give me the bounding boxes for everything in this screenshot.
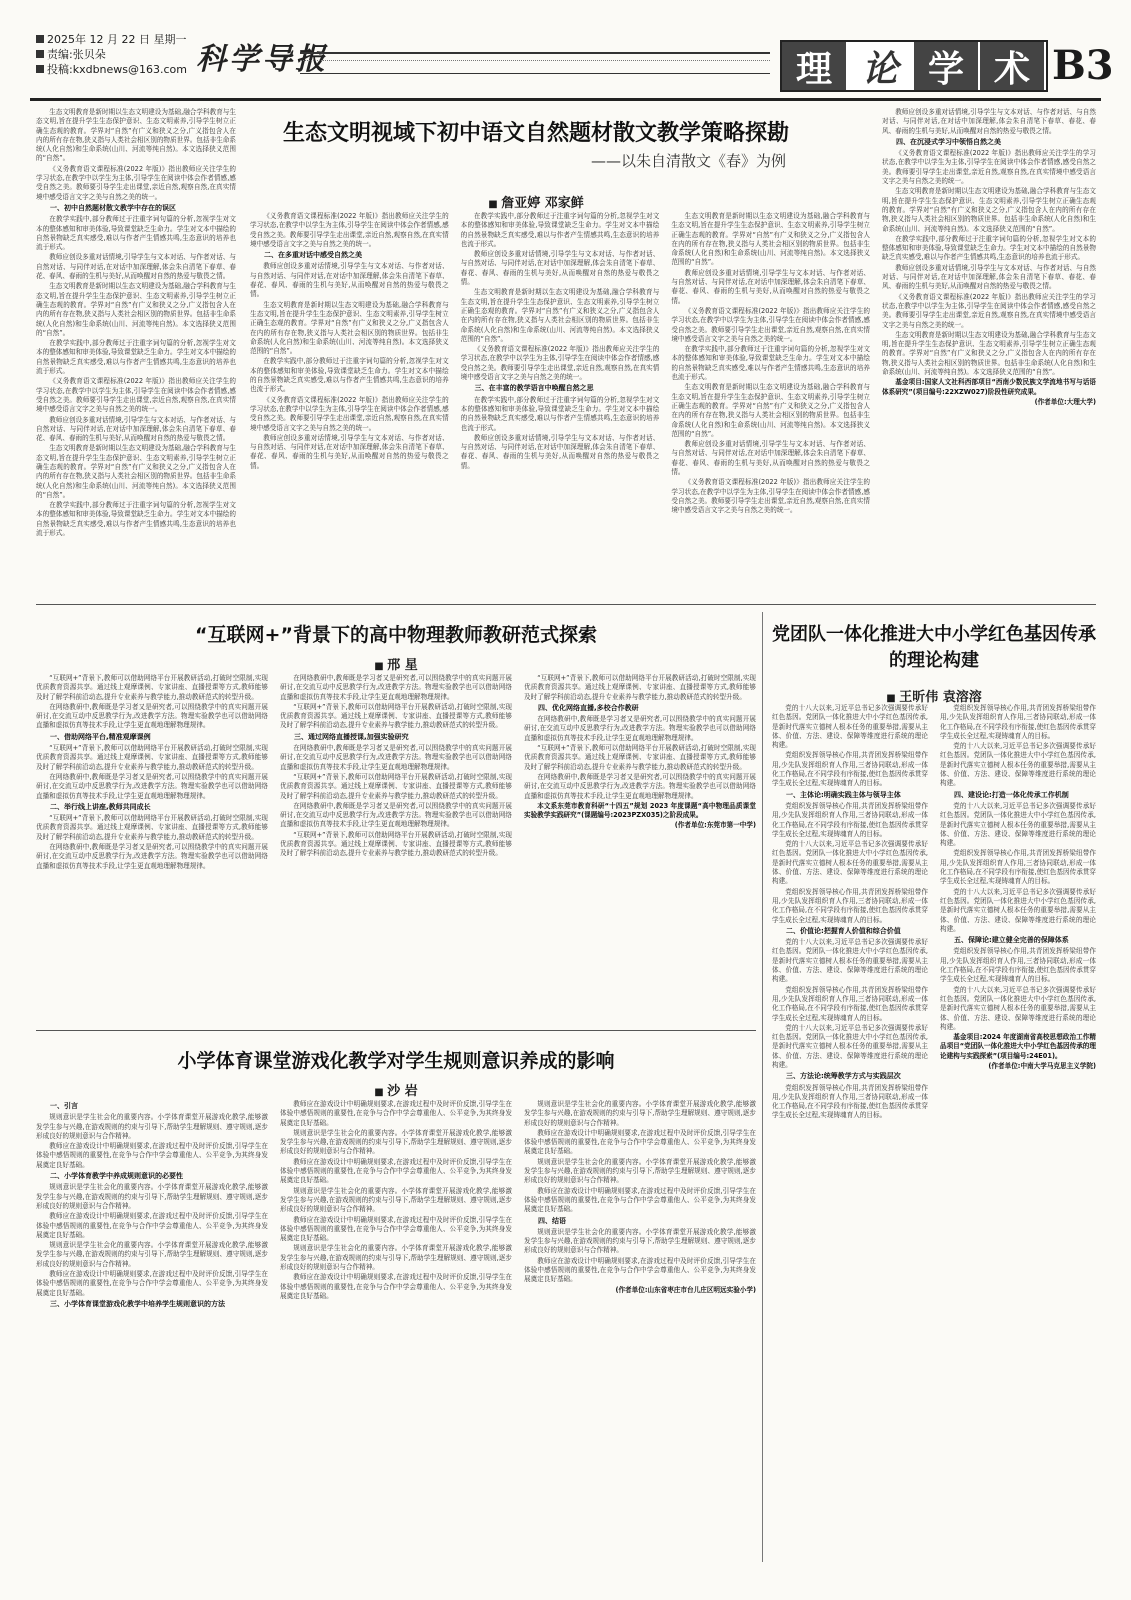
- paragraph: 在网络教研中,教师既是学习者又是研究者,可以围绕教学中的真实问题开展研讨,在交流互动中反思教学行为,改进教学方法。物理实验教学也可以借助网络直播和虚拟仿真等技术手段,让学生更直观地理解物理规律。: [280, 744, 512, 771]
- article-column: [36, 674, 268, 1024]
- paper-name: 科学导报: [196, 42, 328, 77]
- square-icon: [36, 65, 44, 73]
- author-unit: (作者单位:东莞市第一中学): [674, 821, 756, 830]
- article-column: [524, 1100, 756, 1572]
- article-column: [280, 674, 512, 1024]
- paragraph: 教师应在游戏设计中明确规则要求,在游戏过程中及时评价反馈,引导学生在体验中感悟规则的重要性,在竞争与合作中学会尊重他人、公平竞争,为其终身发展奠定良好基础。: [36, 1270, 268, 1297]
- paragraph: 教师应创设多重对话情境,引导学生与文本对话、与作者对话、与自然对话、与同伴对话,在对话中加深理解,体会朱自清笔下春草、春花、春风、春雨的生机与美好,从而唤醒对自然的热爱与敬畏之情。: [36, 253, 236, 281]
- author-unit: (作者单位:山东省枣庄市台儿庄区明远实验小学): [615, 1285, 756, 1294]
- paragraph: 规则意识是学生社会化的重要内容。小学体育课堂开展游戏化教学,能够激发学生参与兴趣,在游戏规则的约束与引导下,帮助学生理解规则、遵守规则,逐步形成良好的规则意识与合作精神。: [36, 1113, 268, 1140]
- paragraph: 党的十八大以来,习近平总书记多次强调要传承好红色基因。党团队一体化推进大中小学红色基因传承,是新时代落实立德树人根本任务的重要举措,需要从主体、价值、方法、建设、保障等维度进行系统的理论构建。: [940, 985, 1096, 1031]
- paragraph: 党的十八大以来,习近平总书记多次强调要传承好红色基因。党团队一体化推进大中小学红色基因传承,是新时代落实立德树人根本任务的重要举措,需要从主体、价值、方法、建设、保障等维度进行系统的理论构建。: [772, 840, 928, 886]
- paragraph: 教师应在游戏设计中明确规则要求,在游戏过程中及时评价反馈,引导学生在体验中感悟规则的重要性,在竞争与合作中学会尊重他人、公平竞争,为其终身发展奠定良好基础。: [280, 1273, 512, 1300]
- paragraph: 生态文明教育是新时期以生态文明建设为基础,融合学科教育与生态文明,旨在提升学生生态保护意识、生态文明素养,引导学生树立正确生态观的教育。学界对“自然”有广义和狭义之分,广义指包含人在内的所有存在物,狭义指与人类社会相区别的物质世界。包括非生命系统(人化自然)和生命系统(山川、河流等纯自然)。本文选择狭义范围的“自然”。: [250, 300, 449, 356]
- section-heading: 四、优化网络直播,多校合作教研: [538, 703, 639, 712]
- paragraph: 党组织发挥领导核心作用,共青团发挥桥梁纽带作用,少先队发挥组织育人作用,三者协同联动,形成一体化工作格局,在不同学段有序衔接,使红色基因传承贯穿学生成长全过程,实现铸魂育人的目标。: [940, 849, 1096, 886]
- paragraph: 在教学实践中,部分教师过于注重字词句篇的分析,忽视学生对文本的整体感知和审美体验,导致课堂缺乏生命力。学生对文本中描绘的自然景物缺乏真实感受,难以与作者产生情感共鸣,生态意识的培养也流于形式。: [460, 212, 660, 248]
- square-icon: [36, 50, 44, 58]
- section-divider: [36, 1030, 756, 1031]
- paragraph: “互联网+”背景下,教师可以借助网络平台开展教研活动,打破时空限制,实现优质教育资源共享。通过线上观摩课例、专家讲座、直播授课等方式,教师能够及时了解学科前沿动态,提升专业素养与教学能力,推动教研范式的转型升级。: [524, 744, 756, 771]
- paragraph: 教师应创设多重对话情境,引导学生与文本对话、与作者对话、与自然对话、与同伴对话,在对话中加深理解,体会朱自清笔下春草、春花、春风、春雨的生机与美好,从而唤醒对自然的热爱与敬畏之情。: [460, 250, 660, 287]
- paragraph: 在网络教研中,教师既是学习者又是研究者,可以围绕教学中的真实问题开展研讨,在交流互动中反思教学行为,改进教学方法。物理实验教学也可以借助网络直播和虚拟仿真等技术手段,让学生更直观地理解物理规律。: [280, 674, 512, 701]
- paragraph: 党组织发挥领导核心作用,共青团发挥桥梁纽带作用,少先队发挥组织育人作用,三者协同联动,形成一体化工作格局,在不同学段有序衔接,使红色基因传承贯穿学生成长全过程,实现铸魂育人的目标。: [940, 947, 1096, 984]
- paragraph: “互联网+”背景下,教师可以借助网络平台开展教研活动,打破时空限制,实现优质教育资源共享。通过线上观摩课例、专家讲座、直播授课等方式,教师能够及时了解学科前沿动态,提升专业素养与教学能力,推动教研范式的转型升级。: [280, 772, 512, 800]
- paragraph: 生态文明教育是新时期以生态文明建设为基础,融合学科教育与生态文明,旨在提升学生生态保护意识、生态文明素养,引导学生树立正确生态观的教育。学界对“自然”有广义和狭义之分,广义指包含人在内的所有存在物,狭义指与人类社会相区别的物质世界。包括非生命系统(人化自然)和生命系统(山川、河流等纯自然)。本文选择狭义范围的“自然”。: [671, 383, 871, 438]
- section-heading: 一、借助网络平台,精准观摩课例: [50, 732, 151, 741]
- paragraph: 在教学实践中,部分教师过于注重字词句篇的分析,忽视学生对文本的整体感知和审美体验,导致课堂缺乏生命力。学生对文本中描绘的自然景物缺乏真实感受,难以与作者产生情感共鸣,生态意识的培养也流于形式。: [671, 345, 871, 382]
- article-column: [671, 212, 870, 588]
- paragraph: “互联网+”背景下,教师可以借助网络平台开展教研活动,打破时空限制,实现优质教育资源共享。通过线上观摩课例、专家讲座、直播授课等方式,教师能够及时了解学科前沿动态,提升专业素养与教学能力,推动教研范式的转型升级。: [280, 702, 512, 730]
- paragraph: 党的十八大以来,习近平总书记多次强调要传承好红色基因。党团队一体化推进大中小学红色基因传承,是新时代落实立德树人根本任务的重要举措,需要从主体、价值、方法、建设、保障等维度进行系统的理论构建。: [940, 742, 1096, 788]
- paragraph: 《义务教育语文课程标准(2022 年版)》指出教师应关注学生的学习状态,在教学中以学生为主体,引导学生在阅读中体会作者情感,感受自然之美。教师要引导学生走出课堂,亲近自然,观察自然,在真实情境中感受语言文字之美与自然之美的统一。: [882, 292, 1096, 329]
- paragraph: 规则意识是学生社会化的重要内容。小学体育课堂开展游戏化教学,能够激发学生参与兴趣,在游戏规则的约束与引导下,帮助学生理解规则、遵守规则,逐步形成良好的规则意识与合作精神。: [36, 1241, 268, 1268]
- article-column: [36, 108, 236, 588]
- paragraph: 在网络教研中,教师既是学习者又是研究者,可以围绕教学中的真实问题开展研讨,在交流互动中反思教学行为,改进教学方法。物理实验教学也可以借助网络直播和虚拟仿真等技术手段,让学生更直观地理解物理规律。: [36, 702, 268, 730]
- paragraph: 生态文明教育是新时期以生态文明建设为基础,融合学科教育与生态文明,旨在提升学生生态保护意识、生态文明素养,引导学生树立正确生态观的教育。学界对“自然”有广义和狭义之分,广义指包含人在内的所有存在物,狭义指与人类社会相区别的物质世界。包括非生命系统(人化自然)和生命系统(山川、河流等纯自然)。本文选择狭义范围的“自然”。: [460, 288, 660, 343]
- fund-note: 本文系东莞市教育科研“十四五”规划 2023 年度课题“高中物理品质课堂实验教学实践研究”(课题编号:2023PZX035)之阶段成果。: [524, 801, 756, 820]
- paragraph: 教师应在游戏设计中明确规则要求,在游戏过程中及时评价反馈,引导学生在体验中感悟规则的重要性,在竞争与合作中学会尊重他人、公平竞争,为其终身发展奠定良好基础。: [280, 1157, 512, 1185]
- author-unit: (作者单位:大理大学): [1034, 397, 1096, 406]
- article-byline: ■ 王昕伟 袁溶溶: [834, 686, 1034, 705]
- paragraph: 《义务教育语文课程标准(2022 年版)》指出教师应关注学生的学习状态,在教学中以学生为主体,引导学生在阅读中体会作者情感,感受自然之美。教师要引导学生走出课堂,亲近自然,观察自然,在真实情境中感受语言文字之美与自然之美的统一。: [882, 149, 1096, 186]
- paragraph: 《义务教育语文课程标准(2022 年版)》指出教师应关注学生的学习状态,在教学中以学生为主体,引导学生在阅读中体会作者情感,感受自然之美。教师要引导学生走出课堂,亲近自然,观察自然,在真实情境中感受语言文字之美与自然之美的统一。: [250, 212, 449, 248]
- paragraph: 在网络教研中,教师既是学习者又是研究者,可以围绕教学中的真实问题开展研讨,在交流互动中反思教学行为,改进教学方法。物理实验教学也可以借助网络直播和虚拟仿真等技术手段,让学生更直观地理解物理规律。: [524, 715, 756, 742]
- article-column: [882, 108, 1096, 598]
- paragraph: 生态文明教育是新时期以生态文明建设为基础,融合学科教育与生态文明,旨在提升学生生态保护意识、生态文明素养,引导学生树立正确生态观的教育。学界对“自然”有广义和狭义之分,广义指包含人在内的所有存在物,狭义指与人类社会相区别的物质世界。包括非生命系统(人化自然)和生命系统(山川、河流等纯自然)。本文选择狭义范围的“自然”。: [36, 108, 236, 163]
- article-columns: [250, 212, 870, 588]
- section-heading: 二、小学体育教学中养成规则意识的必要性: [50, 1172, 183, 1181]
- paragraph: 生态文明教育是新时期以生态文明建设为基础,融合学科教育与生态文明,旨在提升学生生态保护意识、生态文明素养,引导学生树立正确生态观的教育。学界对“自然”有广义和狭义之分,广义指包含人在内的所有存在物,狭义指与人类社会相区别的物质世界。包括非生命系统(人化自然)和生命系统(山川、河流等纯自然)。本文选择狭义范围的“自然”。: [36, 444, 236, 499]
- section-heading: 五、保障论:建立健全完善的保障体系: [954, 936, 1069, 945]
- paragraph: 教师应在游戏设计中明确规则要求,在游戏过程中及时评价反馈,引导学生在体验中感悟规则的重要性,在竞争与合作中学会尊重他人、公平竞争,为其终身发展奠定良好基础。: [280, 1100, 512, 1127]
- paragraph: 教师应创设多重对话情境,引导学生与文本对话、与作者对话、与自然对话、与同伴对话,在对话中加深理解,体会朱自清笔下春草、春花、春风、春雨的生机与美好,从而唤醒对自然的热爱与敬畏之情。: [250, 433, 449, 470]
- paragraph: 党的十八大以来,习近平总书记多次强调要传承好红色基因。党团队一体化推进大中小学红色基因传承,是新时代落实立德树人根本任务的重要举措,需要从主体、价值、方法、建设、保障等维度进行系统的理论构建。: [772, 1023, 928, 1069]
- paragraph: 《义务教育语文课程标准(2022 年版)》指出教师应关注学生的学习状态,在教学中以学生为主体,引导学生在阅读中体会作者情感,感受自然之美。教师要引导学生走出课堂,亲近自然,观察自然,在真实情境中感受语言文字之美与自然之美的统一。: [460, 345, 660, 382]
- section-heading: 二、举行线上讲座,教师共同成长: [50, 802, 151, 811]
- paragraph: 教师应在游戏设计中明确规则要求,在游戏过程中及时评价反馈,引导学生在体验中感悟规则的重要性,在竞争与合作中学会尊重他人、公平竞争,为其终身发展奠定良好基础。: [524, 1128, 756, 1156]
- article-column: [461, 212, 660, 588]
- paragraph: 教师应在游戏设计中明确规则要求,在游戏过程中及时评价反馈,引导学生在体验中感悟规则的重要性,在竞争与合作中学会尊重他人、公平竞争,为其终身发展奠定良好基础。: [280, 1215, 512, 1243]
- paragraph: 党组织发挥领导核心作用,共青团发挥桥梁纽带作用,少先队发挥组织育人作用,三者协同联动,形成一体化工作格局,在不同学段有序衔接,使红色基因传承贯穿学生成长全过程,实现铸魂育人的目标。: [772, 1083, 928, 1120]
- column-divider: [762, 612, 763, 1562]
- paragraph: 规则意识是学生社会化的重要内容。小学体育课堂开展游戏化教学,能够激发学生参与兴趣,在游戏规则的约束与引导下,帮助学生理解规则、遵守规则,逐步形成良好的规则意识与合作精神。: [280, 1244, 512, 1272]
- paragraph: 教师应在游戏设计中明确规则要求,在游戏过程中及时评价反馈,引导学生在体验中感悟规则的重要性,在竞争与合作中学会尊重他人、公平竞争,为其终身发展奠定良好基础。: [36, 1142, 268, 1169]
- paragraph: 党组织发挥领导核心作用,共青团发挥桥梁纽带作用,少先队发挥组织育人作用,三者协同联动,形成一体化工作格局,在不同学段有序衔接,使红色基因传承贯穿学生成长全过程,实现铸魂育人的目标。: [772, 985, 928, 1022]
- paragraph: 《义务教育语文课程标准(2022 年版)》指出教师应关注学生的学习状态,在教学中以学生为主体,引导学生在阅读中体会作者情感,感受自然之美。教师要引导学生走出课堂,亲近自然,观察自然,在真实情境中感受语言文字之美与自然之美的统一。: [250, 395, 449, 432]
- section-heading: 四、结语: [538, 1216, 566, 1225]
- article-column: [250, 212, 449, 588]
- section-heading: 三、通过网络直播授课,加强实验研究: [294, 732, 409, 741]
- author-unit: (作者单位:中南大学马克思主义学院): [988, 1061, 1096, 1070]
- paragraph: 生态文明教育是新时期以生态文明建设为基础,融合学科教育与生态文明,旨在提升学生生态保护意识、生态文明素养,引导学生树立正确生态观的教育。学界对“自然”有广义和狭义之分,广义指包含人在内的所有存在物,狭义指与人类社会相区别的物质世界。包括非生命系统(人化自然)和生命系统(山川、河流等纯自然)。本文选择狭义范围的“自然”。: [882, 187, 1096, 233]
- paragraph: 规则意识是学生社会化的重要内容。小学体育课堂开展游戏化教学,能够激发学生参与兴趣,在游戏规则的约束与引导下,帮助学生理解规则、遵守规则,逐步形成良好的规则意识与合作精神。: [524, 1227, 756, 1255]
- article-title: 生态文明视域下初中语文自然题材散文教学策略探勘: [282, 121, 789, 146]
- email-line: 投稿:kxdbnews@163.com: [47, 63, 188, 76]
- page-number: B3: [1052, 42, 1114, 89]
- article-ecology: [36, 108, 1096, 598]
- section-heading: 四、建设论:打造一体化传承工作机制: [954, 790, 1069, 799]
- paragraph: 在网络教研中,教师既是学习者又是研究者,可以围绕教学中的真实问题开展研讨,在交流互动中反思教学行为,改进教学方法。物理实验教学也可以借助网络直播和虚拟仿真等技术手段,让学生更直观地理解物理规律。: [280, 801, 512, 829]
- article-byline: ■ 沙 岩: [296, 1080, 496, 1099]
- section-heading: 三、在丰富的教学语言中唤醒自然之思: [474, 384, 594, 393]
- paragraph: 规则意识是学生社会化的重要内容。小学体育课堂开展游戏化教学,能够激发学生参与兴趣,在游戏规则的约束与引导下,帮助学生理解规则、遵守规则,逐步形成良好的规则意识与合作精神。: [280, 1128, 512, 1156]
- header-rule: [300, 52, 770, 74]
- paragraph: “互联网+”背景下,教师可以借助网络平台开展教研活动,打破时空限制,实现优质教育资源共享。通过线上观摩课例、专家讲座、直播授课等方式,教师能够及时了解学科前沿动态,提升专业素养与教学能力,推动教研范式的转型升级。: [36, 814, 268, 841]
- paragraph: 教师应在游戏设计中明确规则要求,在游戏过程中及时评价反馈,引导学生在体验中感悟规则的重要性,在竞争与合作中学会尊重他人、公平竞争,为其终身发展奠定良好基础。: [524, 1256, 756, 1284]
- paragraph: 在教学实践中,部分教师过于注重字词句篇的分析,忽视学生对文本的整体感知和审美体验,导致课堂缺乏生命力。学生对文本中描绘的自然景物缺乏真实感受,难以与作者产生情感共鸣,生态意识的培养也流于形式。: [250, 357, 449, 394]
- article-title: “互联网+”背景下的高中物理教师教研范式探索: [195, 624, 597, 646]
- masthead: [0, 0, 1131, 100]
- article-column: [280, 1100, 512, 1572]
- article-columns: [772, 704, 1096, 1572]
- fund-note: 基金项目:2024 年度湖南省高校思想政治工作精品项目“党团队一体化推进大中小学红色基因传承的理论建构与实践探索”(项目编号:24E01)。: [940, 1033, 1096, 1060]
- article-physics: [36, 612, 756, 1024]
- section-divider: [36, 604, 1096, 605]
- paragraph: 教师应创设多重对话情境,引导学生与文本对话、与作者对话、与自然对话、与同伴对话,在对话中加深理解,体会朱自清笔下春草、春花、春风、春雨的生机与美好,从而唤醒对自然的热爱与敬畏之情。: [671, 440, 871, 477]
- paragraph: 生态文明教育是新时期以生态文明建设为基础,融合学科教育与生态文明,旨在提升学生生态保护意识、生态文明素养,引导学生树立正确生态观的教育。学界对“自然”有广义和狭义之分,广义指包含人在内的所有存在物,狭义指与人类社会相区别的物质世界。包括非生命系统(人化自然)和生命系统(山川、河流等纯自然)。本文选择狭义范围的“自然”。: [882, 330, 1096, 377]
- article-columns: [36, 1100, 756, 1572]
- paragraph: 在网络教研中,教师既是学习者又是研究者,可以围绕教学中的真实问题开展研讨,在交流互动中反思教学行为,改进教学方法。物理实验教学也可以借助网络直播和虚拟仿真等技术手段,让学生更直观地理解物理规律。: [36, 843, 268, 870]
- section-heading: 二、价值论:把握育人价值和综合价值: [786, 926, 901, 935]
- paragraph: 在教学实践中,部分教师过于注重字词句篇的分析,忽视学生对文本的整体感知和审美体验,导致课堂缺乏生命力。学生对文本中描绘的自然景物缺乏真实感受,难以与作者产生情感共鸣,生态意识的培养也流于形式。: [36, 215, 236, 252]
- top-divider: [30, 98, 1101, 101]
- paragraph: 教师应创设多重对话情境,引导学生与文本对话、与作者对话、与自然对话、与同伴对话,在对话中加深理解,体会朱自清笔下春草、春花、春风、春雨的生机与美好,从而唤醒对自然的热爱与敬畏之情。: [36, 415, 236, 443]
- section-char: 论: [848, 42, 914, 90]
- section-heading: 四、在沉浸式学习中领悟自然之美: [896, 137, 1001, 146]
- section-char: 术: [980, 42, 1046, 90]
- paragraph: “互联网+”背景下,教师可以借助网络平台开展教研活动,打破时空限制,实现优质教育资源共享。通过线上观摩课例、专家讲座、直播授课等方式,教师能够及时了解学科前沿动态,提升专业素养与教学能力,推动教研范式的转型升级。: [36, 674, 268, 701]
- paragraph: 生态文明教育是新时期以生态文明建设为基础,融合学科教育与生态文明,旨在提升学生生态保护意识、生态文明素养,引导学生树立正确生态观的教育。学界对“自然”有广义和狭义之分,广义指包含人在内的所有存在物,狭义指与人类社会相区别的物质世界。包括非生命系统(人化自然)和生命系统(山川、河流等纯自然)。本文选择狭义范围的“自然”。: [671, 212, 871, 267]
- paragraph: 教师应创设多重对话情境,引导学生与文本对话、与作者对话、与自然对话、与同伴对话,在对话中加深理解,体会朱自清笔下春草、春花、春风、春雨的生机与美好,从而唤醒对自然的热爱与敬畏之情。: [671, 268, 871, 305]
- section-char: 学: [914, 42, 980, 90]
- issue-date: 2025年 12 月 22 日 星期一: [47, 33, 187, 46]
- paragraph: 党组织发挥领导核心作用,共青团发挥桥梁纽带作用,少先队发挥组织育人作用,三者协同联动,形成一体化工作格局,在不同学段有序衔接,使红色基因传承贯穿学生成长全过程,实现铸魂育人的目标。: [772, 751, 928, 788]
- article-subtitle: ——以朱自清散文《春》为例: [590, 152, 786, 170]
- editor-line: 责编:张贝朵: [47, 48, 106, 61]
- paragraph: 党的十八大以来,习近平总书记多次强调要传承好红色基因。党团队一体化推进大中小学红色基因传承,是新时代落实立德树人根本任务的重要举措,需要从主体、价值、方法、建设、保障等维度进行系统的理论构建。: [940, 801, 1096, 848]
- article-byline: ■ 詹亚婷 邓家鲜: [436, 192, 636, 211]
- section-heading: 三、小学体育课堂游戏化教学中培养学生规则意识的方法: [50, 1299, 225, 1308]
- paragraph: 党组织发挥领导核心作用,共青团发挥桥梁纽带作用,少先队发挥组织育人作用,三者协同联动,形成一体化工作格局,在不同学段有序衔接,使红色基因传承贯穿学生成长全过程,实现铸魂育人的目标。: [940, 704, 1096, 740]
- section-heading: 一、主体论:明确实践主体与领导主体: [786, 790, 901, 799]
- paragraph: 教师应创设多重对话情境,引导学生与文本对话、与作者对话、与自然对话、与同伴对话,在对话中加深理解,体会朱自清笔下春草、春花、春风、春雨的生机与美好,从而唤醒对自然的热爱与敬畏之情。: [882, 108, 1096, 135]
- paragraph: 党的十八大以来,习近平总书记多次强调要传承好红色基因。党团队一体化推进大中小学红色基因传承,是新时代落实立德树人根本任务的重要举措,需要从主体、价值、方法、建设、保障等维度进行系统的理论构建。: [772, 938, 928, 984]
- article-columns: [36, 674, 756, 1024]
- paragraph: 党组织发挥领导核心作用,共青团发挥桥梁纽带作用,少先队发挥组织育人作用,三者协同联动,形成一体化工作格局,在不同学段有序衔接,使红色基因传承贯穿学生成长全过程,实现铸魂育人的目标。: [772, 801, 928, 838]
- article-red-gene: [772, 612, 1096, 1572]
- section-heading: 二、在多重对话中感受自然之美: [264, 251, 362, 260]
- paragraph: 教师应创设多重对话情境,引导学生与文本对话、与作者对话、与自然对话、与同伴对话,在对话中加深理解,体会朱自清笔下春草、春花、春风、春雨的生机与美好,从而唤醒对自然的热爱与敬畏之情。: [882, 263, 1096, 291]
- paragraph: “互联网+”背景下,教师可以借助网络平台开展教研活动,打破时空限制,实现优质教育资源共享。通过线上观摩课例、专家讲座、直播授课等方式,教师能够及时了解学科前沿动态,提升专业素养与教学能力,推动教研范式的转型升级。: [36, 744, 268, 771]
- article-title: 小学体育课堂游戏化教学对学生规则意识养成的影响: [177, 1050, 615, 1072]
- section-heading: 三、方法论:统筹教学方式与实践层次: [786, 1072, 901, 1081]
- fund-note: 基金项目:国家人文社科西部项目“西南少数民族文学流地书写与话语体系研究”(项目编号:22XZW027)阶段性研究成果。: [882, 378, 1096, 396]
- paragraph: 教师应在游戏设计中明确规则要求,在游戏过程中及时评价反馈,引导学生在体验中感悟规则的重要性,在竞争与合作中学会尊重他人、公平竞争,为其终身发展奠定良好基础。: [524, 1186, 756, 1214]
- article-column: [524, 674, 756, 1024]
- paragraph: 党的十八大以来,习近平总书记多次强调要传承好红色基因。党团队一体化推进大中小学红色基因传承,是新时代落实立德树人根本任务的重要举措,需要从主体、价值、方法、建设、保障等维度进行系统的理论构建。: [772, 704, 928, 750]
- paragraph: 教师应创设多重对话情境,引导学生与文本对话、与作者对话、与自然对话、与同伴对话,在对话中加深理解,体会朱自清笔下春草、春花、春风、春雨的生机与美好,从而唤醒对自然的热爱与敬畏之情。: [460, 433, 660, 470]
- paragraph: 规则意识是学生社会化的重要内容。小学体育课堂开展游戏化教学,能够激发学生参与兴趣,在游戏规则的约束与引导下,帮助学生理解规则、遵守规则,逐步形成良好的规则意识与合作精神。: [524, 1100, 756, 1127]
- paragraph: 在网络教研中,教师既是学习者又是研究者,可以围绕教学中的真实问题开展研讨,在交流互动中反思教学行为,改进教学方法。物理实验教学也可以借助网络直播和虚拟仿真等技术手段,让学生更直观地理解物理规律。: [524, 772, 756, 800]
- paragraph: 教师应创设多重对话情境,引导学生与文本对话、与作者对话、与自然对话、与同伴对话,在对话中加深理解,体会朱自清笔下春草、春花、春风、春雨的生机与美好,从而唤醒对自然的热爱与敬畏之情。: [250, 262, 449, 299]
- article-column: [772, 704, 928, 1572]
- section-name: [780, 40, 1048, 92]
- paragraph: “互联网+”背景下,教师可以借助网络平台开展教研活动,打破时空限制,实现优质教育资源共享。通过线上观摩课例、专家讲座、直播授课等方式,教师能够及时了解学科前沿动态,提升专业素养与教学能力,推动教研范式的转型升级。: [524, 674, 756, 701]
- paragraph: 《义务教育语文课程标准(2022 年版)》指出教师应关注学生的学习状态,在教学中以学生为主体,引导学生在阅读中体会作者情感,感受自然之美。教师要引导学生走出课堂,亲近自然,观察自然,在真实情境中感受语言文字之美与自然之美的统一。: [36, 164, 236, 201]
- article-column: [940, 704, 1096, 1572]
- section-char: 理: [782, 42, 848, 90]
- paragraph: 规则意识是学生社会化的重要内容。小学体育课堂开展游戏化教学,能够激发学生参与兴趣,在游戏规则的约束与引导下,帮助学生理解规则、遵守规则,逐步形成良好的规则意识与合作精神。: [36, 1183, 268, 1210]
- paragraph: 《义务教育语文课程标准(2022 年版)》指出教师应关注学生的学习状态,在教学中以学生为主体,引导学生在阅读中体会作者情感,感受自然之美。教师要引导学生走出课堂,亲近自然,观察自然,在真实情境中感受语言文字之美与自然之美的统一。: [671, 478, 871, 515]
- paragraph: 教师应在游戏设计中明确规则要求,在游戏过程中及时评价反馈,引导学生在体验中感悟规则的重要性,在竞争与合作中学会尊重他人、公平竞争,为其终身发展奠定良好基础。: [36, 1212, 268, 1239]
- paragraph: 规则意识是学生社会化的重要内容。小学体育课堂开展游戏化教学,能够激发学生参与兴趣,在游戏规则的约束与引导下,帮助学生理解规则、遵守规则,逐步形成良好的规则意识与合作精神。: [524, 1157, 756, 1185]
- paragraph: 在教学实践中,部分教师过于注重字词句篇的分析,忽视学生对文本的整体感知和审美体验,导致课堂缺乏生命力。学生对文本中描绘的自然景物缺乏真实感受,难以与作者产生情感共鸣,生态意识的培养也流于形式。: [36, 501, 236, 538]
- paragraph: “互联网+”背景下,教师可以借助网络平台开展教研活动,打破时空限制,实现优质教育资源共享。通过线上观摩课例、专家讲座、直播授课等方式,教师能够及时了解学科前沿动态,提升专业素养与教学能力,推动教研范式的转型升级。: [280, 830, 512, 858]
- paragraph: 在教学实践中,部分教师过于注重字词句篇的分析,忽视学生对文本的整体感知和审美体验,导致课堂缺乏生命力。学生对文本中描绘的自然景物缺乏真实感受,难以与作者产生情感共鸣,生态意识的培养也流于形式。: [460, 395, 660, 432]
- paragraph: 党的十八大以来,习近平总书记多次强调要传承好红色基因。党团队一体化推进大中小学红色基因传承,是新时代落实立德树人根本任务的重要举措,需要从主体、价值、方法、建设、保障等维度进行系统的理论构建。: [940, 887, 1096, 933]
- section-heading: 一、初中自然题材散文教学中存在的误区: [50, 203, 176, 212]
- issue-meta: [36, 32, 187, 77]
- article-title: 党团队一体化推进大中小学红色基因传承的理论构建: [772, 624, 1096, 671]
- paragraph: 规则意识是学生社会化的重要内容。小学体育课堂开展游戏化教学,能够激发学生参与兴趣,在游戏规则的约束与引导下,帮助学生理解规则、遵守规则,逐步形成良好的规则意识与合作精神。: [280, 1186, 512, 1214]
- article-column: [36, 1100, 268, 1572]
- paragraph: 党组织发挥领导核心作用,共青团发挥桥梁纽带作用,少先队发挥组织育人作用,三者协同联动,形成一体化工作格局,在不同学段有序衔接,使红色基因传承贯穿学生成长全过程,实现铸魂育人的目标。: [772, 887, 928, 924]
- paragraph: 在教学实践中,部分教师过于注重字词句篇的分析,忽视学生对文本的整体感知和审美体验,导致课堂缺乏生命力。学生对文本中描绘的自然景物缺乏真实感受,难以与作者产生情感共鸣,生态意识的培养也流于形式。: [36, 339, 236, 376]
- paragraph: 《义务教育语文课程标准(2022 年版)》指出教师应关注学生的学习状态,在教学中以学生为主体,引导学生在阅读中体会作者情感,感受自然之美。教师要引导学生走出课堂,亲近自然,观察自然,在真实情境中感受语言文字之美与自然之美的统一。: [671, 306, 871, 343]
- paragraph: 生态文明教育是新时期以生态文明建设为基础,融合学科教育与生态文明,旨在提升学生生态保护意识、生态文明素养,引导学生树立正确生态观的教育。学界对“自然”有广义和狭义之分,广义指包含人在内的所有存在物,狭义指与人类社会相区别的物质世界。包括非生命系统(人化自然)和生命系统(山川、河流等纯自然)。本文选择狭义范围的“自然”。: [36, 282, 236, 337]
- paragraph: 《义务教育语文课程标准(2022 年版)》指出教师应关注学生的学习状态,在教学中以学生为主体,引导学生在阅读中体会作者情感,感受自然之美。教师要引导学生走出课堂,亲近自然,观察自然,在真实情境中感受语言文字之美与自然之美的统一。: [36, 377, 236, 414]
- article-pe-games: [36, 1038, 756, 1572]
- square-icon: [36, 35, 44, 43]
- section-heading: 一、引言: [50, 1102, 78, 1110]
- paragraph: 在教学实践中,部分教师过于注重字词句篇的分析,忽视学生对文本的整体感知和审美体验,导致课堂缺乏生命力。学生对文本中描绘的自然景物缺乏真实感受,难以与作者产生情感共鸣,生态意识的培养也流于形式。: [882, 234, 1096, 262]
- paragraph: 在网络教研中,教师既是学习者又是研究者,可以围绕教学中的真实问题开展研讨,在交流互动中反思教学行为,改进教学方法。物理实验教学也可以借助网络直播和虚拟仿真等技术手段,让学生更直观地理解物理规律。: [36, 772, 268, 800]
- article-byline: ■ 邢 星: [296, 654, 496, 673]
